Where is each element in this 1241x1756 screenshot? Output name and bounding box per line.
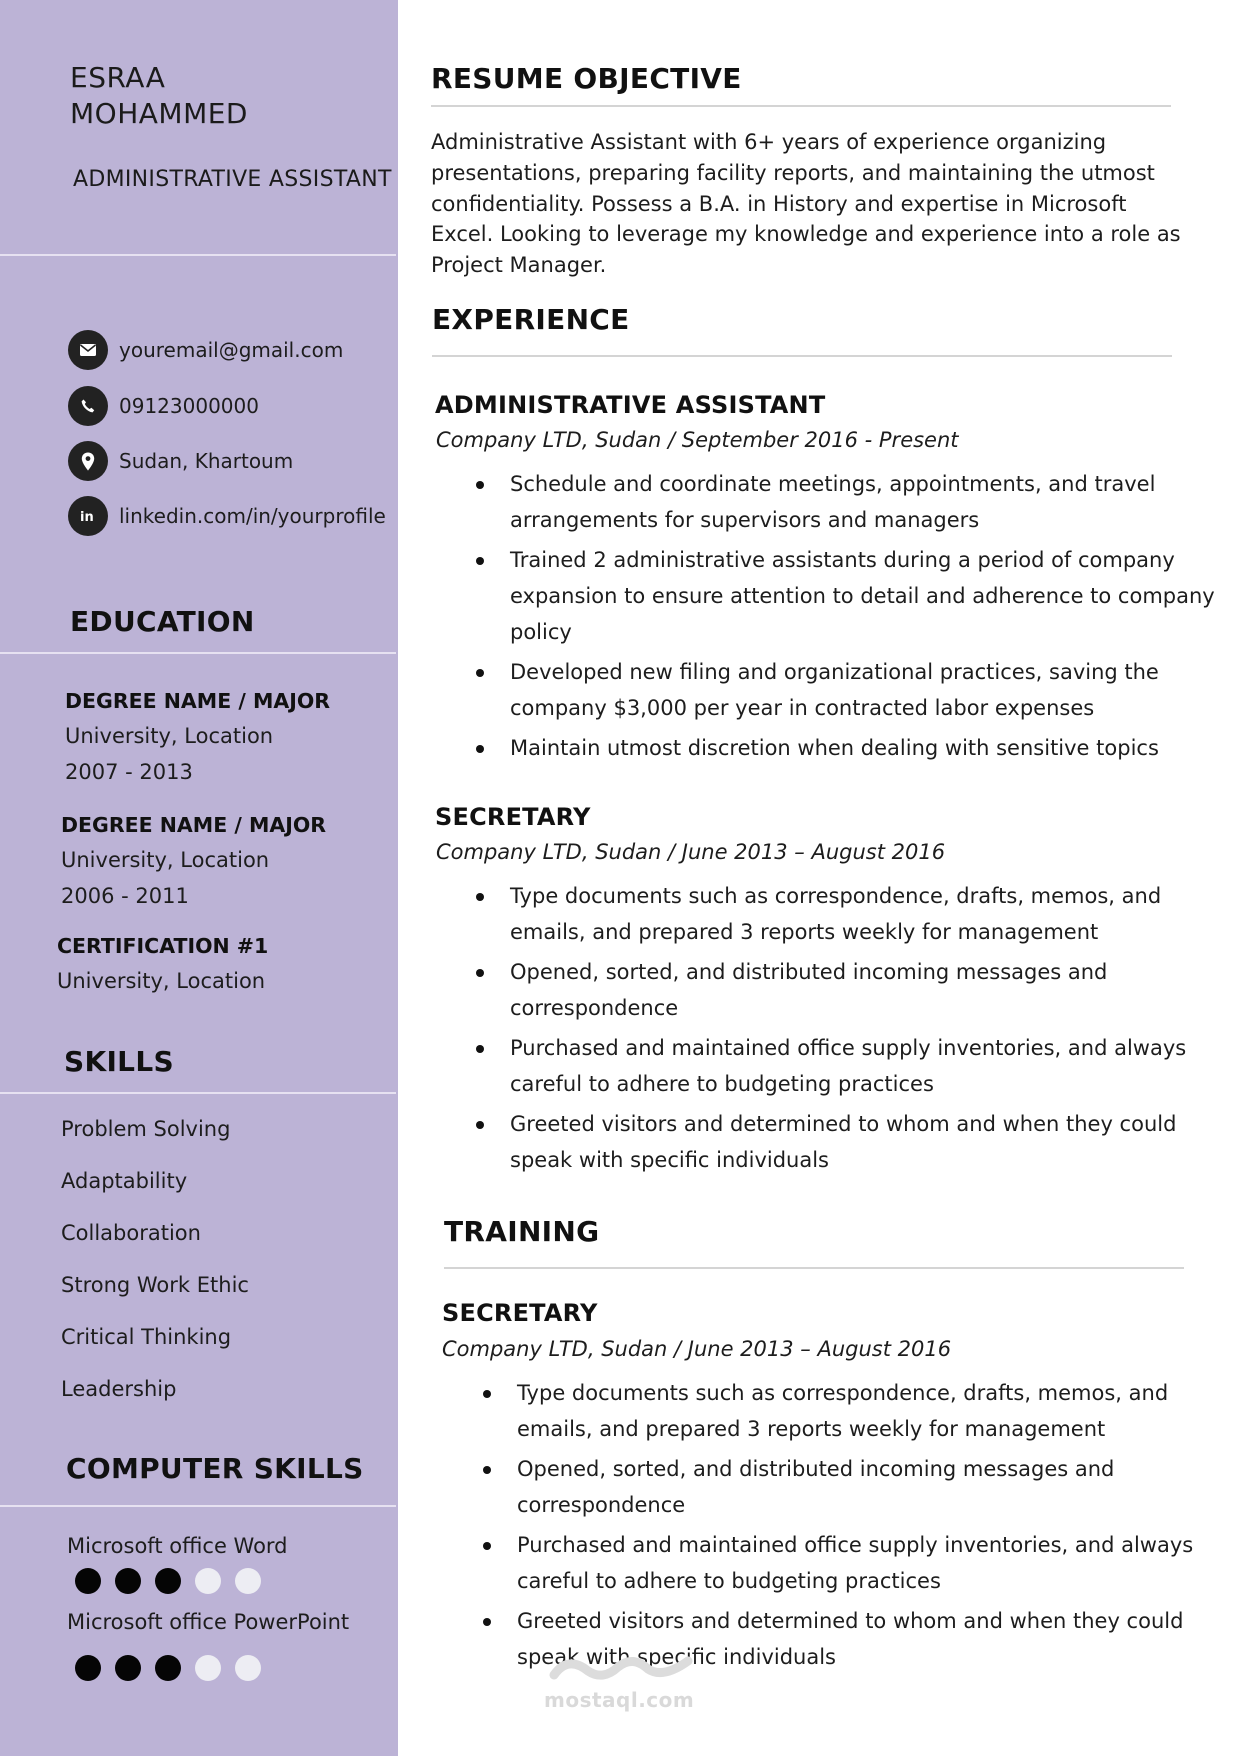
divider (444, 1267, 1184, 1269)
divider (0, 254, 396, 256)
skill-item: Strong Work Ethic (61, 1273, 249, 1297)
watermark-logo (548, 1645, 698, 1687)
linkedin-text: linkedin.com/in/yourprofile (119, 504, 386, 528)
email-text: youremail@gmail.com (119, 338, 344, 362)
education-degree: DEGREE NAME / MAJOR (61, 813, 327, 837)
bullet-item: Purchased and maintained office supply inventories, and always careful to adhere to budgeting practices (517, 1527, 1237, 1599)
location-icon (68, 441, 108, 481)
rating-dot-filled (115, 1568, 141, 1594)
rating-dot-filled (155, 1568, 181, 1594)
job-meta: Company LTD, Sudan / September 2016 - Present (436, 428, 959, 452)
computer-skills-heading: COMPUTER SKILLS (66, 1452, 364, 1485)
divider (0, 1505, 396, 1507)
contact-phone[interactable] (68, 386, 259, 426)
rating-dot-empty (235, 1568, 261, 1594)
education-heading: EDUCATION (70, 605, 255, 638)
bullet-item: Maintain utmost discretion when dealing with sensitive topics (510, 730, 1230, 766)
job-meta: Company LTD, Sudan / June 2013 – August 2016 (442, 1337, 952, 1361)
certification-name: CERTIFICATION #1 (57, 934, 269, 958)
job-title: SECRETARY (435, 803, 591, 831)
education-degree: DEGREE NAME / MAJOR (65, 689, 331, 713)
skills-heading: SKILLS (64, 1045, 174, 1078)
skill-rating (75, 1568, 275, 1594)
watermark-text: mostaql.com (544, 1688, 695, 1712)
bullet-item: Developed new filing and organizational practices, saving the company $3,000 per year in contracted labor expenses (510, 654, 1230, 726)
job-title: SECRETARY (442, 1299, 598, 1327)
linkedin-icon (68, 496, 108, 536)
profile-name (70, 60, 248, 132)
training-heading: TRAINING (444, 1215, 600, 1248)
bullet-item: Trained 2 administrative assistants during a period of company expansion to ensure attention to detail and adherence to company policy (510, 542, 1230, 650)
divider (0, 1092, 396, 1094)
bullet-item: Opened, sorted, and distributed incoming messages and correspondence (510, 954, 1230, 1026)
rating-dot-filled (155, 1655, 181, 1681)
bullet-item: Opened, sorted, and distributed incoming messages and correspondence (517, 1451, 1237, 1523)
skill-item: Leadership (61, 1377, 177, 1401)
divider (0, 652, 396, 654)
objective-heading: RESUME OBJECTIVE (431, 62, 742, 95)
education-years: 2006 - 2011 (61, 884, 189, 908)
computer-skill-name: Microsoft office Word (67, 1534, 288, 1558)
skill-item: Critical Thinking (61, 1325, 232, 1349)
job-bullets (510, 466, 1230, 770)
rating-dot-empty (195, 1655, 221, 1681)
bullet-item: Type documents such as correspondence, drafts, memos, and emails, and prepared 3 reports weekly for management (510, 878, 1230, 950)
first-name: ESRAA (70, 61, 166, 94)
bullet-item: Type documents such as correspondence, drafts, memos, and emails, and prepared 3 reports weekly for management (517, 1375, 1237, 1447)
contact-location (68, 441, 293, 481)
rating-dot-empty (235, 1655, 261, 1681)
divider (432, 355, 1172, 357)
certification-school: University, Location (57, 969, 266, 993)
skill-rating (75, 1655, 275, 1681)
email-icon (68, 330, 108, 370)
education-school: University, Location (65, 724, 274, 748)
job-bullets (510, 878, 1230, 1182)
skill-item: Adaptability (61, 1169, 188, 1193)
job-meta: Company LTD, Sudan / June 2013 – August 2016 (436, 840, 946, 864)
rating-dot-filled (75, 1568, 101, 1594)
skill-item: Problem Solving (61, 1117, 231, 1141)
bullet-item: Greeted visitors and determined to whom and when they could speak with specific individuals (517, 1603, 1237, 1675)
job-bullets (517, 1375, 1237, 1679)
experience-heading: EXPERIENCE (432, 303, 630, 336)
location-text: Sudan, Khartoum (119, 449, 294, 473)
svg-text:in: in (80, 510, 94, 524)
bullet-item: Greeted visitors and determined to whom and when they could speak with specific individuals (510, 1106, 1230, 1178)
objective-text: Administrative Assistant with 6+ years of experience organizing presentations, preparing facility reports, and maintaining the utmost confidentiality. Possess a B.A. in History and expertise in Microsoft Excel. Looking to leverage my knowledge and experience into a role as Project Manager. (431, 130, 1181, 278)
profile-title: ADMINISTRATIVE ASSISTANT (73, 167, 392, 192)
last-name: MOHAMMED (70, 97, 248, 130)
rating-dot-filled (115, 1655, 141, 1681)
rating-dot-empty (195, 1568, 221, 1594)
skill-item: Collaboration (61, 1221, 201, 1245)
divider (431, 105, 1171, 107)
sidebar (0, 0, 398, 1756)
job-title: ADMINISTRATIVE ASSISTANT (435, 391, 826, 419)
rating-dot-filled (75, 1655, 101, 1681)
education-school: University, Location (61, 848, 270, 872)
education-years: 2007 - 2013 (65, 760, 193, 784)
computer-skill-name: Microsoft office PowerPoint (67, 1610, 350, 1634)
phone-icon (68, 386, 108, 426)
bullet-item: Purchased and maintained office supply inventories, and always careful to adhere to budgeting practices (510, 1030, 1230, 1102)
bullet-item: Schedule and coordinate meetings, appointments, and travel arrangements for supervisors and managers (510, 466, 1230, 538)
phone-text: 09123000000 (119, 394, 259, 418)
contact-linkedin[interactable] (68, 496, 386, 536)
contact-email[interactable] (68, 330, 343, 370)
